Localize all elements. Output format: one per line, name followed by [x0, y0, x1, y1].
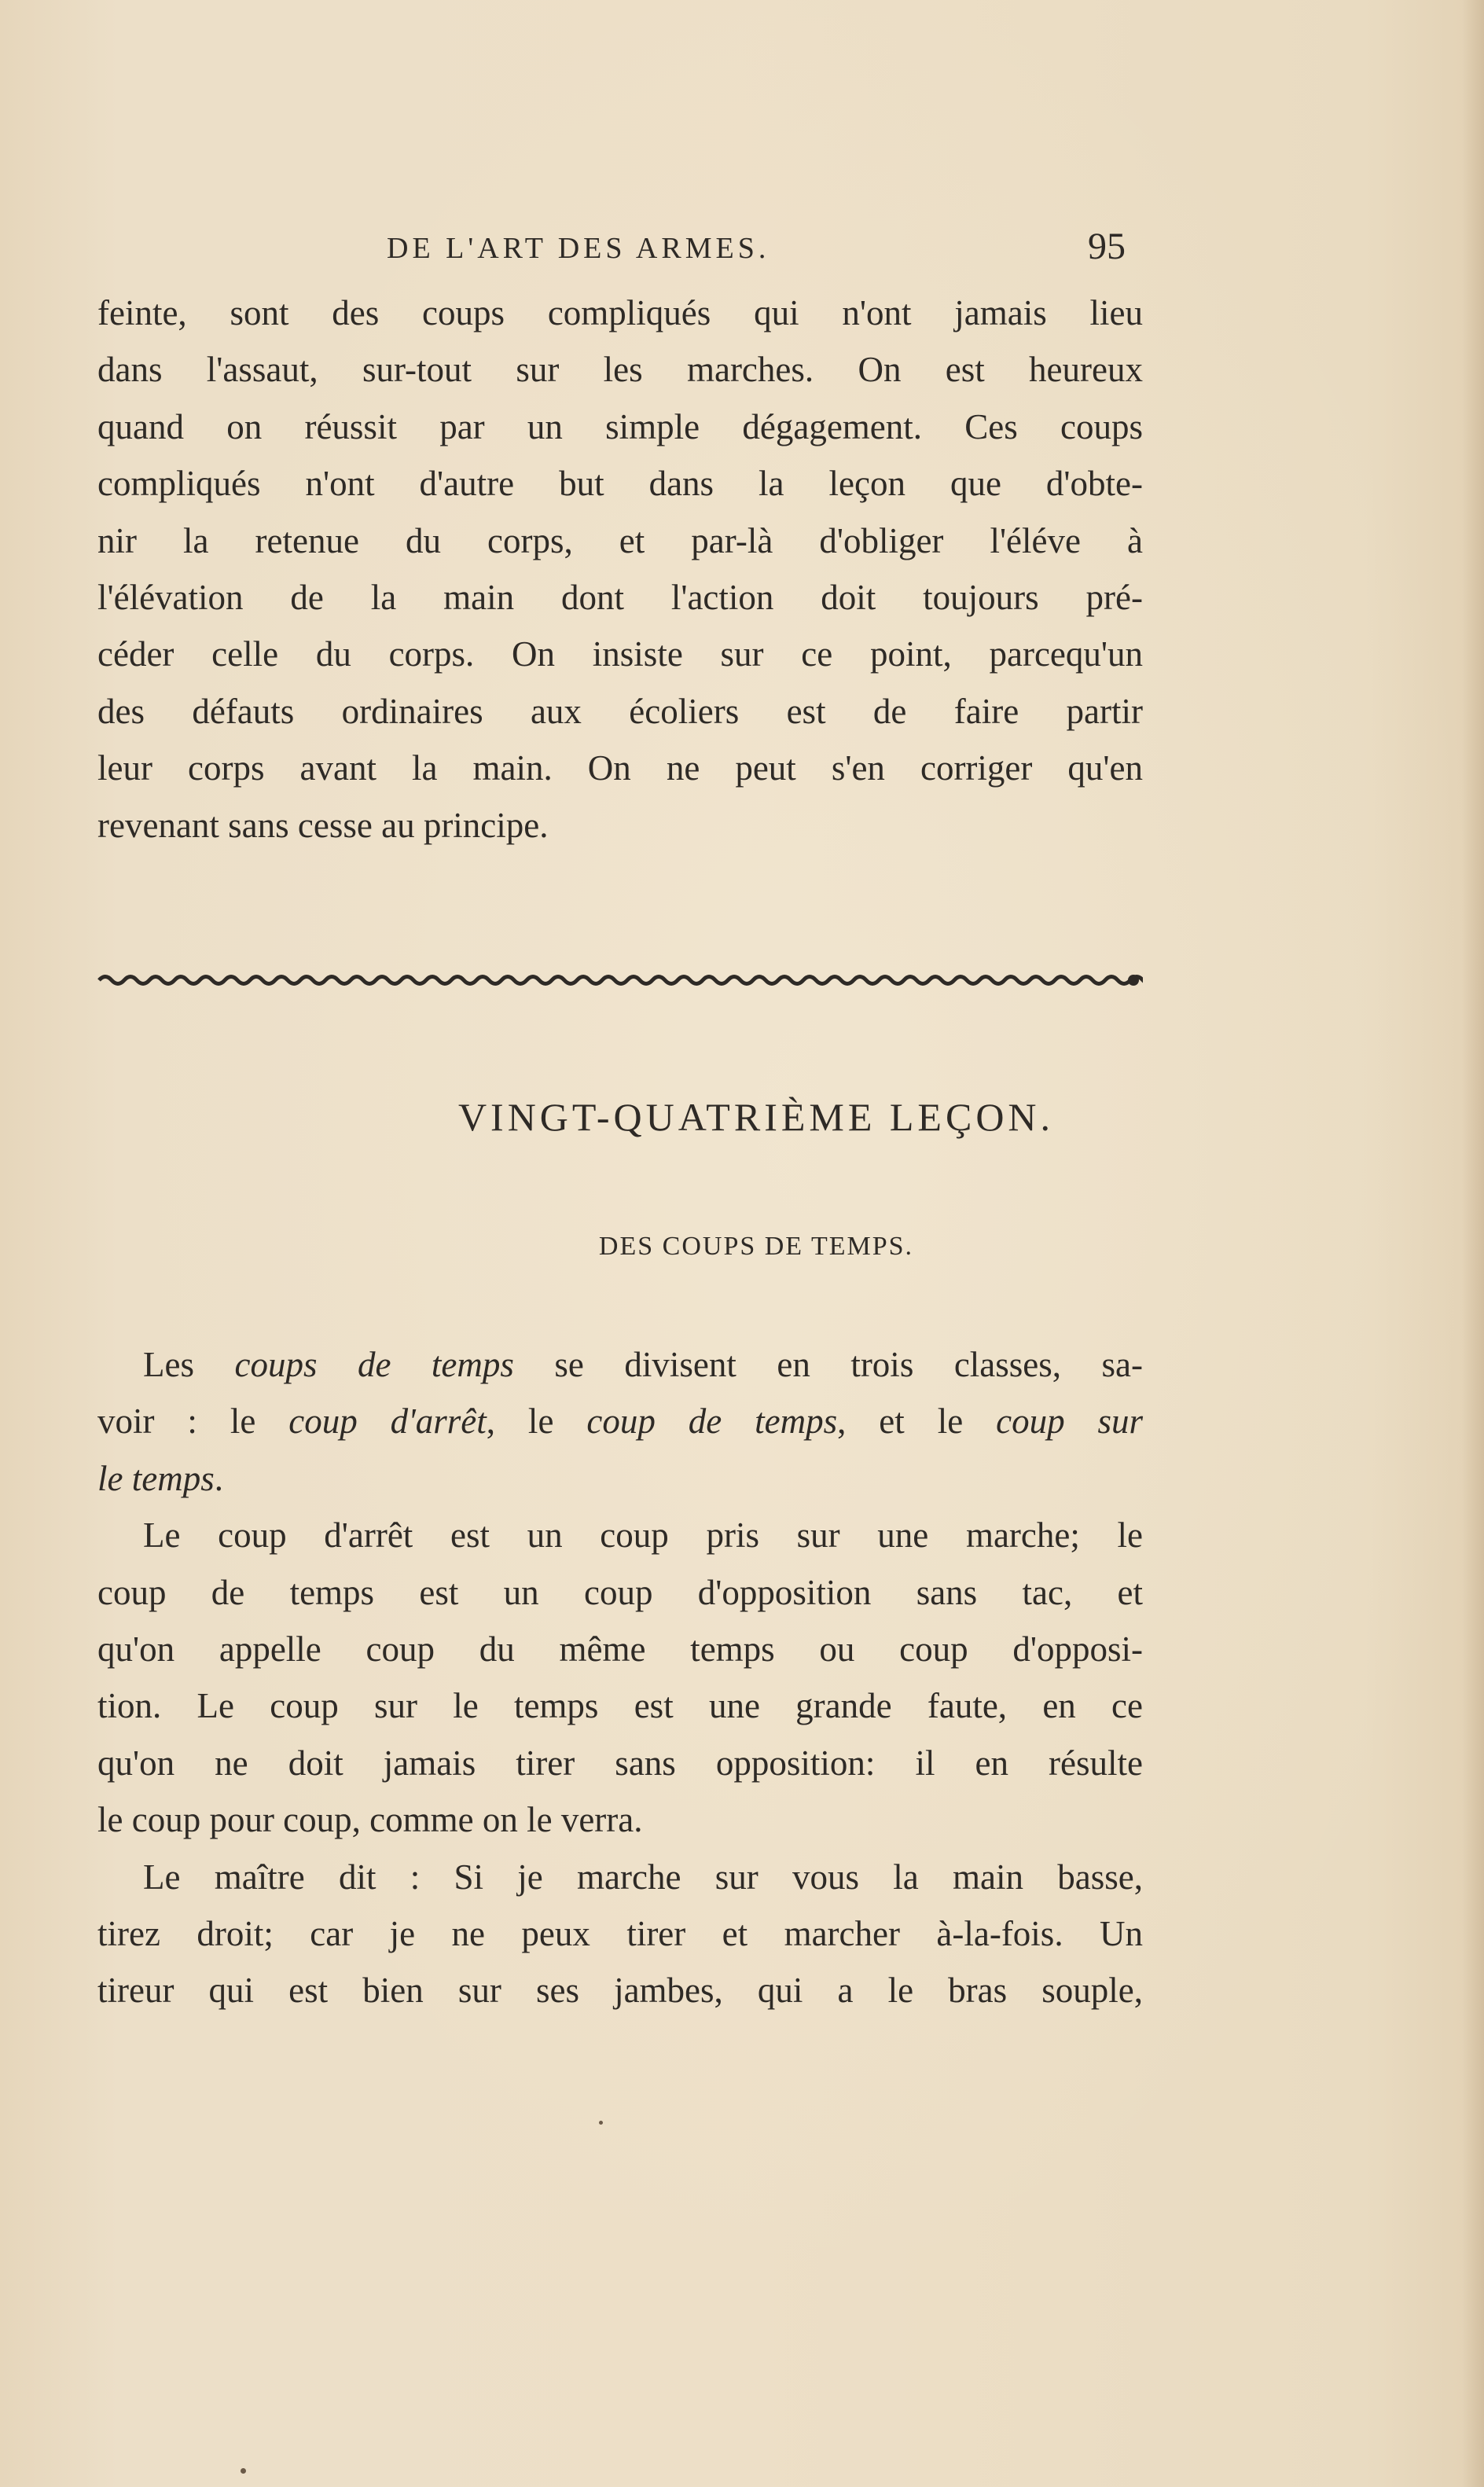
section-title: DES COUPS DE TEMPS.	[598, 1232, 914, 1261]
text-line: le temps.	[97, 1458, 223, 1498]
text-line: qu'on appelle coup du même temps ou coup d'opposi-	[97, 1629, 1143, 1669]
text-line: quand on réussit par un simple dégagement. Ces coups	[97, 406, 1143, 446]
body-text	[97, 1336, 1143, 2019]
chapter-title: VINGT-QUATRIÈME LEÇON.	[457, 1095, 1055, 1139]
text-line: le coup pour coup, comme on le verra.	[97, 1800, 643, 1840]
text-line: l'élévation de la main dont l'action doit toujours pré-	[97, 577, 1143, 617]
running-header	[387, 225, 1173, 272]
text-line: des défauts ordinaires aux écoliers est de faire partir	[97, 691, 1143, 731]
text-line: tirez droit; car je ne peux tirer et marcher à-la-fois. Un	[97, 1913, 1143, 1953]
text-line: voir : le coup d'arrêt, le coup de temps, et le coup sur	[97, 1401, 1144, 1442]
text-line: revenant sans cesse au principe.	[97, 805, 549, 845]
text-line: qu'on ne doit jamais tirer sans opposition: il en résulte	[97, 1743, 1143, 1783]
text-line: tion. Le coup sur le temps est une grande faute, en ce	[97, 1686, 1143, 1726]
decorative-rule	[97, 970, 1143, 990]
text-line: coup de temps est un coup d'opposition sans tac, et	[97, 1572, 1143, 1612]
text-line: tireur qui est bien sur ses jambes, qui a le bras souple,	[97, 1971, 1143, 2011]
paragraph-continued	[97, 285, 1143, 854]
text-line: dans l'assaut, sur-tout sur les marches. On est heureux	[97, 350, 1143, 390]
paper-speck	[599, 2121, 603, 2125]
text-line: feinte, sont des coups compliqués qui n'ont jamais lieu	[97, 293, 1143, 332]
text-line: leur corps avant la main. On ne peut s'en corriger qu'en	[97, 748, 1143, 788]
text-line: Le maître dit : Si je marche sur vous la main basse,	[143, 1857, 1143, 1897]
text-line: Le coup d'arrêt est un coup pris sur une marche; le	[143, 1515, 1143, 1556]
page-number: 95	[1088, 226, 1126, 267]
running-title: DE L'ART DES ARMES.	[387, 232, 770, 265]
text-line: céder celle du corps. On insiste sur ce point, parcequ'un	[97, 634, 1143, 674]
text-line: compliqués n'ont d'autre but dans la leçon que d'obte-	[97, 464, 1143, 504]
text-line: nir la retenue du corps, et par-là d'obliger l'éléve à	[97, 520, 1143, 560]
paper-speck	[241, 2468, 246, 2474]
text-line: Les coups de temps se divisent en trois classes, sa-	[143, 1345, 1143, 1384]
